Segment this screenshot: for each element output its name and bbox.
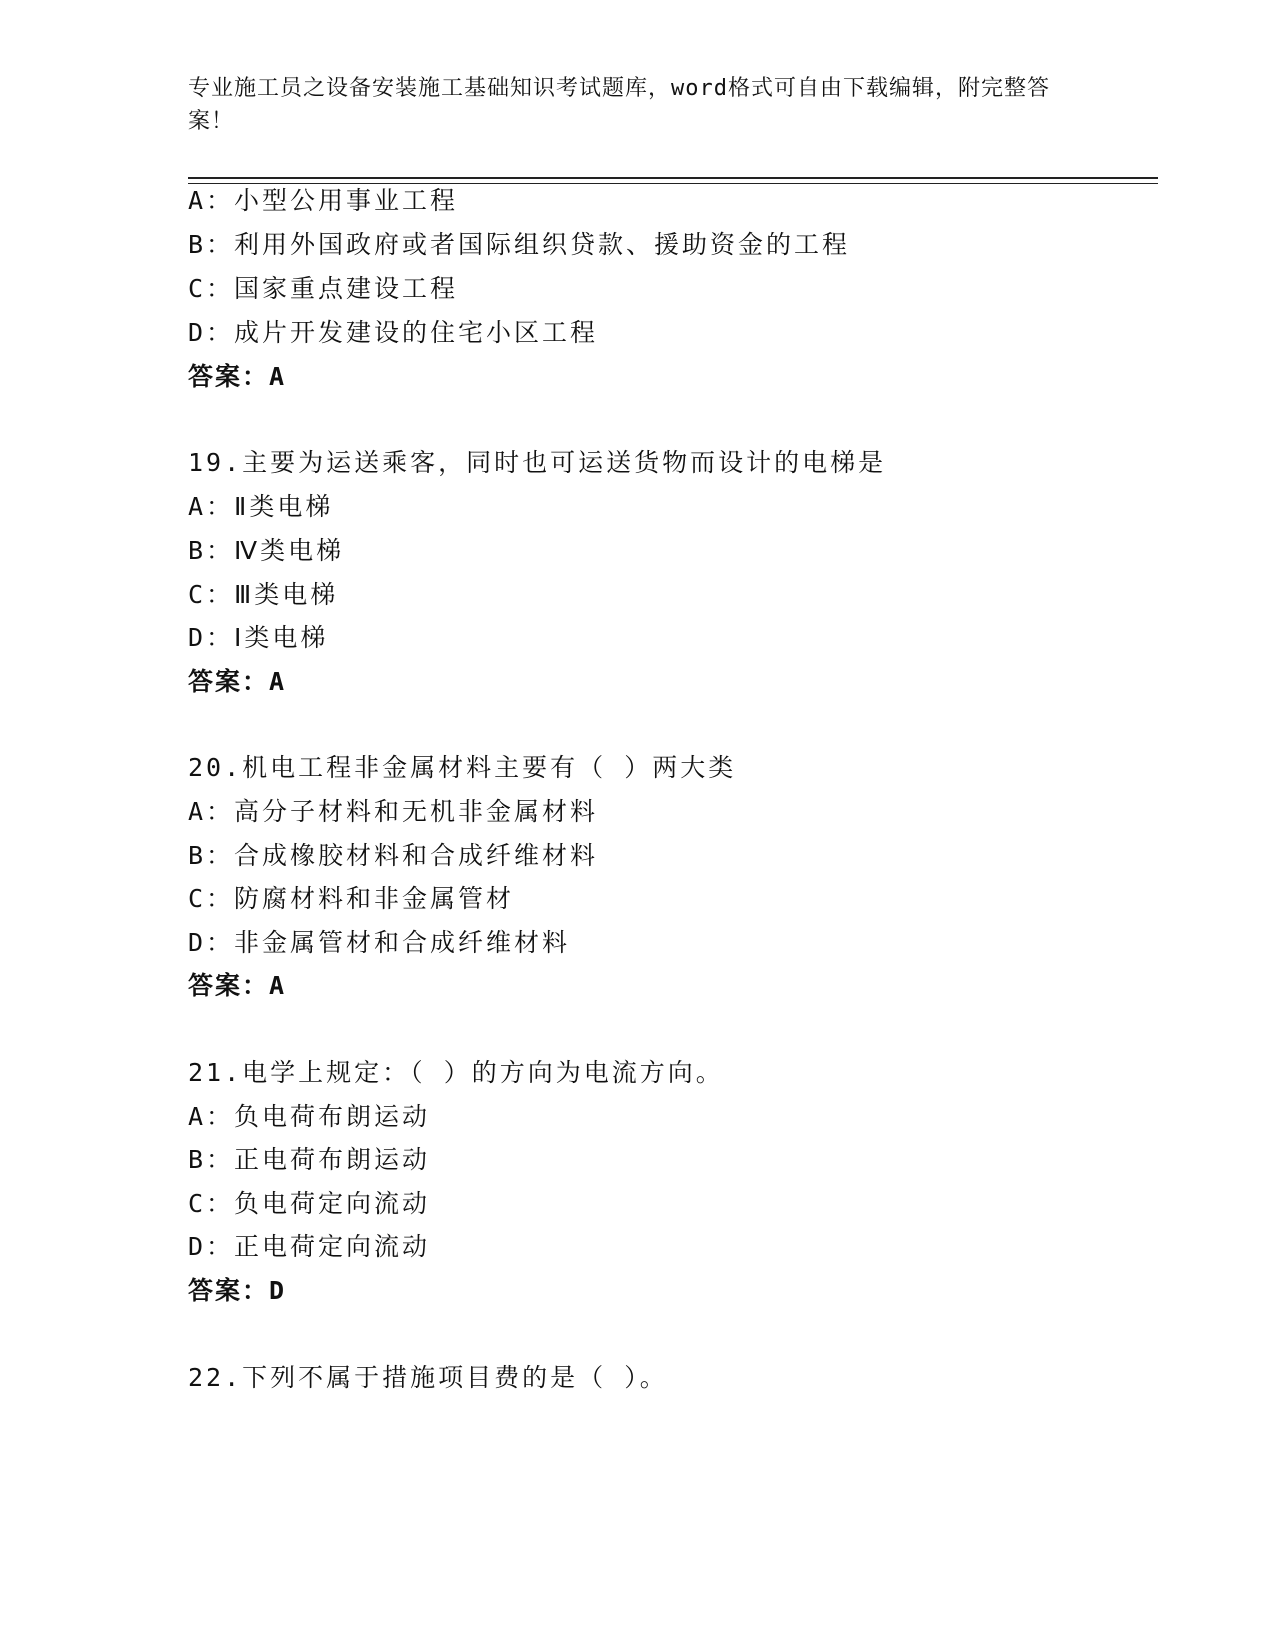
question-21: 21.电学上规定：（ ）的方向为电流方向。 xyxy=(188,1058,724,1087)
option-b: B：Ⅳ类电梯 xyxy=(188,536,345,565)
option-c: C：国家重点建设工程 xyxy=(188,274,459,303)
option-d: D：非金属管材和合成纤维材料 xyxy=(188,928,571,957)
document-header: 专业施工员之设备安装施工基础知识考试题库，word格式可自由下载编辑，附完整答案！ xyxy=(188,76,1050,134)
option-b: B：利用外国政府或者国际组织贷款、援助资金的工程 xyxy=(188,230,851,259)
answer-line: 答案：A xyxy=(188,667,287,696)
option-b: B：正电荷布朗运动 xyxy=(188,1145,431,1174)
option-c: C：防腐材料和非金属管材 xyxy=(188,884,515,913)
question-19: 19.主要为运送乘客，同时也可运送货物而设计的电梯是 xyxy=(188,448,887,477)
question-22: 22.下列不属于措施项目费的是（ ）。 xyxy=(188,1363,668,1392)
option-b: B：合成橡胶材料和合成纤维材料 xyxy=(188,841,599,870)
answer-line: 答案：A xyxy=(188,362,287,391)
option-a: A：高分子材料和无机非金属材料 xyxy=(188,797,599,826)
answer-line: 答案：D xyxy=(188,1276,287,1305)
answer-line: 答案：A xyxy=(188,971,287,1000)
option-d: D：Ⅰ类电梯 xyxy=(188,623,329,652)
option-c: C：负电荷定向流动 xyxy=(188,1189,431,1218)
question-20: 20.机电工程非金属材料主要有（ ）两大类 xyxy=(188,753,737,782)
option-c: C：Ⅲ类电梯 xyxy=(188,580,339,609)
option-d: D：成片开发建设的住宅小区工程 xyxy=(188,318,599,347)
option-a: A：负电荷布朗运动 xyxy=(188,1102,431,1131)
option-a: A：Ⅱ类电梯 xyxy=(188,492,334,521)
option-d: D：正电荷定向流动 xyxy=(188,1232,431,1261)
option-a: A：小型公用事业工程 xyxy=(188,186,459,215)
